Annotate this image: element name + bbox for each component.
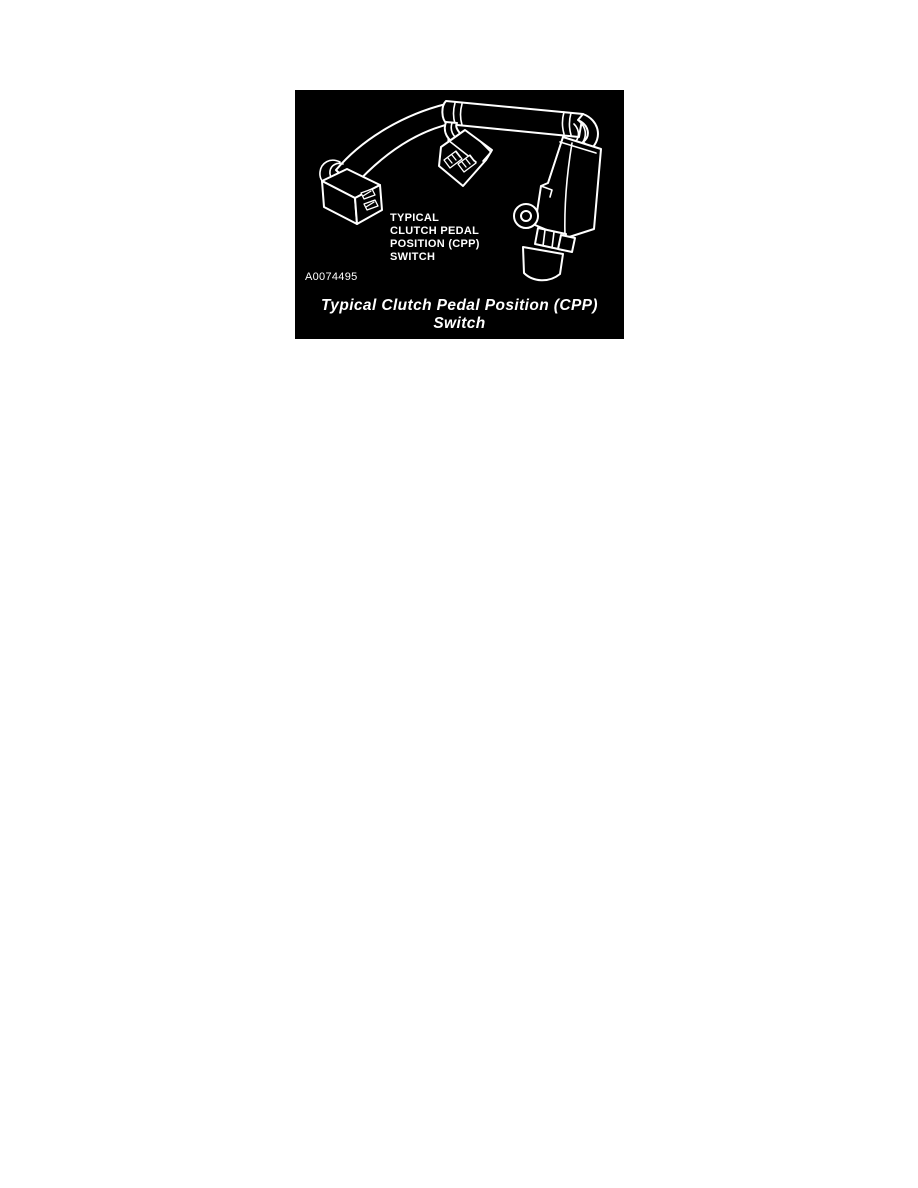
figure-inner-label bbox=[390, 212, 480, 264]
inner-label-line-4: SWITCH bbox=[390, 251, 436, 263]
figure-caption-line-2: Switch bbox=[433, 315, 486, 332]
figure-caption bbox=[295, 297, 624, 333]
inner-label-line-1: TYPICAL bbox=[390, 212, 440, 224]
cpp-switch-body bbox=[514, 137, 601, 280]
cpp-switch-figure-panel bbox=[295, 90, 624, 339]
inner-label-line-2: CLUTCH PEDAL bbox=[390, 225, 480, 237]
left-connector bbox=[322, 169, 382, 224]
figure-part-number: A0074495 bbox=[305, 271, 358, 283]
switch-plunger-foot bbox=[523, 247, 563, 280]
figure-caption-line-1: Typical Clutch Pedal Position (CPP) bbox=[321, 297, 598, 314]
inner-label-line-3: POSITION (CPP) bbox=[390, 238, 480, 250]
middle-connector bbox=[439, 130, 492, 186]
